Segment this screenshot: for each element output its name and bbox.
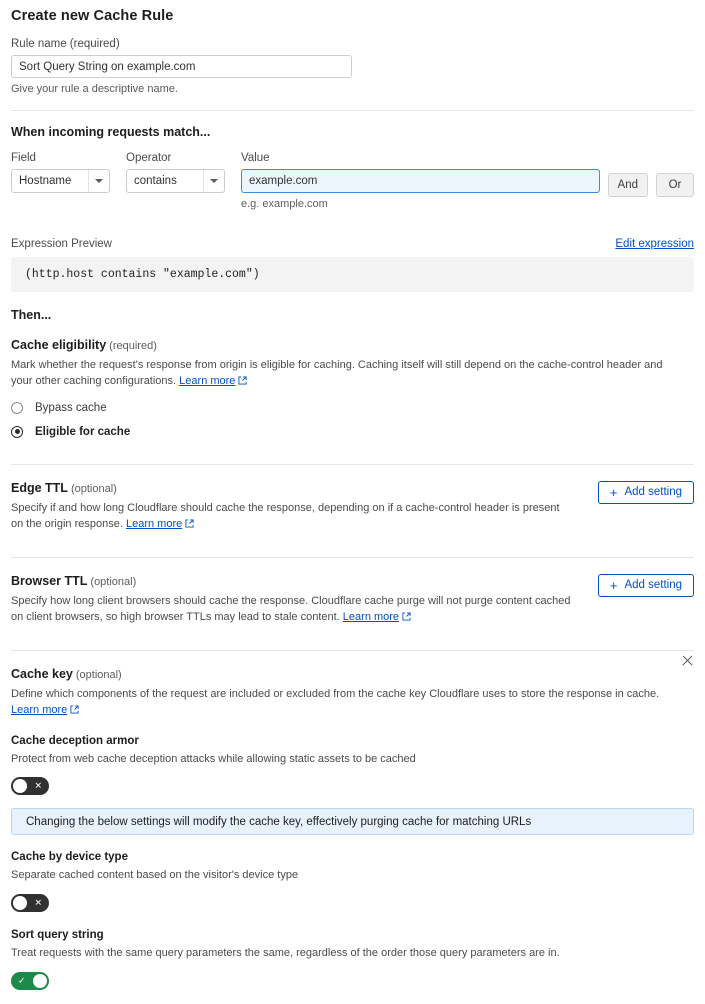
cache-eligibility-description-text: Mark whether the request's response from origin is eligible for caching. Caching itself will still depend on the cache-control header and your other caching configurations. — [11, 359, 663, 387]
browser-ttl-section — [11, 558, 694, 640]
then-heading: Then... — [11, 308, 52, 322]
plus-icon: + — [609, 484, 618, 500]
operator-group — [126, 152, 225, 193]
field-group — [11, 152, 110, 193]
browser-ttl-title-text: Browser TTL — [11, 573, 88, 588]
browser-ttl-description-text: Specify how long client browsers should cache the response. Cloudflare cache purge will not purge content cached on client browsers, so high browser TTLs may lead to stale content. — [11, 594, 571, 623]
cache-key-title-text: Cache key — [11, 666, 73, 681]
field-select[interactable] — [11, 169, 110, 193]
rule-name-input[interactable] — [11, 55, 352, 78]
learn-more-link[interactable]: Learn more — [179, 374, 236, 387]
cache-deception-armor-toggle[interactable] — [11, 777, 49, 795]
cache-eligibility-section — [11, 338, 694, 452]
external-link-icon — [238, 376, 247, 385]
toggle-knob — [13, 896, 27, 910]
browser-ttl-title — [11, 574, 582, 588]
sort-query-string-toggle[interactable] — [11, 972, 49, 990]
operator-select-separator — [203, 170, 204, 192]
edge-ttl-add-setting-button[interactable] — [598, 481, 694, 504]
radio-bypass-cache-icon — [11, 402, 23, 414]
value-help: e.g. example.com — [241, 198, 328, 210]
cache-key-optional: (optional) — [75, 668, 122, 681]
chevron-down-icon — [95, 179, 103, 183]
radio-eligible-for-cache[interactable] — [11, 426, 694, 438]
radio-eligible-for-cache-icon — [11, 426, 23, 438]
external-link-icon — [70, 705, 79, 714]
edge-ttl-title-text: Edge TTL — [11, 480, 68, 495]
cache-key-remove-icon[interactable] — [681, 654, 694, 667]
external-link-icon — [402, 612, 411, 621]
cache-key-notice-text: Changing the below settings will modify the cache key, effectively purging cache for matching URLs — [26, 815, 532, 828]
chevron-down-icon — [210, 179, 218, 183]
field-select-value: Hostname — [19, 175, 72, 187]
operator-select[interactable] — [126, 169, 225, 193]
radio-bypass-cache-label: Bypass cache — [35, 401, 107, 414]
edge-ttl-title — [11, 481, 582, 495]
rule-name-help: Give your rule a descriptive name. — [11, 83, 178, 95]
expression-preview-label: Expression Preview — [11, 238, 112, 250]
edge-ttl-description — [11, 501, 571, 533]
browser-ttl-add-setting-button[interactable] — [598, 574, 694, 597]
value-label: Value — [241, 152, 270, 164]
cache-eligibility-title-text: Cache eligibility — [11, 338, 107, 352]
cache-deception-armor-description: Protect from web cache deception attacks while allowing static assets to be cached — [11, 752, 416, 765]
plus-icon: + — [609, 577, 618, 593]
and-button[interactable]: And — [608, 173, 648, 197]
expression-preview-box — [11, 257, 694, 292]
value-group — [241, 152, 600, 210]
or-button[interactable]: Or — [656, 173, 694, 197]
value-input[interactable] — [241, 169, 600, 193]
cache-key-description — [11, 687, 665, 719]
expression-preview-header — [11, 238, 694, 250]
match-row — [11, 152, 694, 210]
operator-label: Operator — [126, 152, 172, 164]
cache-key-section — [11, 651, 694, 1004]
and-or-group — [608, 173, 694, 197]
edit-expression-link[interactable]: Edit expression — [615, 238, 694, 250]
browser-ttl-description — [11, 594, 582, 626]
expression-preview-text: (http.host contains "example.com") — [25, 268, 260, 281]
operator-select-value: contains — [134, 175, 177, 187]
cache-by-device-type-title: Cache by device type — [11, 851, 128, 864]
external-link-icon — [185, 519, 194, 528]
edge-ttl-description-text: Specify if and how long Cloudflare should cache the response, depending on if a cache-control header is present on the origin response. — [11, 501, 560, 530]
toggle-knob — [13, 779, 27, 793]
sort-query-string-group — [11, 929, 694, 990]
cache-eligibility-title — [11, 338, 694, 352]
cache-by-device-type-group — [11, 851, 694, 912]
cache-key-notice — [11, 808, 694, 835]
match-heading: When incoming requests match... — [11, 125, 211, 139]
radio-eligible-for-cache-label: Eligible for cache — [35, 425, 131, 438]
edge-ttl-add-setting-label: Add setting — [624, 486, 682, 499]
sort-query-string-description: Treat requests with the same query parameters the same, regardless of the order those query parameters are in. — [11, 947, 560, 960]
divider-1 — [11, 110, 694, 111]
cache-eligibility-description — [11, 358, 681, 390]
rule-name-group — [11, 38, 694, 95]
learn-more-link[interactable]: Learn more — [342, 610, 400, 623]
edge-ttl-optional: (optional) — [70, 482, 117, 495]
cache-eligibility-required: (required) — [109, 340, 157, 352]
toggle-off-icon: ✕ — [34, 780, 42, 791]
learn-more-link[interactable]: Learn more — [11, 703, 68, 716]
cache-by-device-type-toggle[interactable] — [11, 894, 49, 912]
radio-bypass-cache[interactable] — [11, 402, 694, 414]
toggle-knob — [33, 974, 47, 988]
page-title: Create new Cache Rule — [11, 8, 174, 24]
browser-ttl-add-setting-label: Add setting — [624, 579, 682, 592]
learn-more-link[interactable]: Learn more — [125, 517, 183, 530]
field-label: Field — [11, 152, 36, 164]
rule-name-label: Rule name (required) — [11, 38, 120, 50]
cache-deception-armor-group — [11, 735, 694, 796]
cache-key-title — [11, 667, 665, 681]
edge-ttl-section — [11, 465, 694, 547]
sort-query-string-title: Sort query string — [11, 929, 104, 942]
toggle-off-icon: ✕ — [34, 897, 42, 908]
field-select-separator — [88, 170, 89, 192]
cache-by-device-type-description: Separate cached content based on the visitor's device type — [11, 869, 299, 882]
cache-deception-armor-title: Cache deception armor — [11, 734, 139, 747]
toggle-on-icon: ✓ — [18, 975, 26, 986]
cache-key-description-text: Define which components of the request are included or excluded from the cache key Cloudflare uses to store the response in cache. — [11, 687, 660, 700]
browser-ttl-optional: (optional) — [90, 575, 137, 588]
